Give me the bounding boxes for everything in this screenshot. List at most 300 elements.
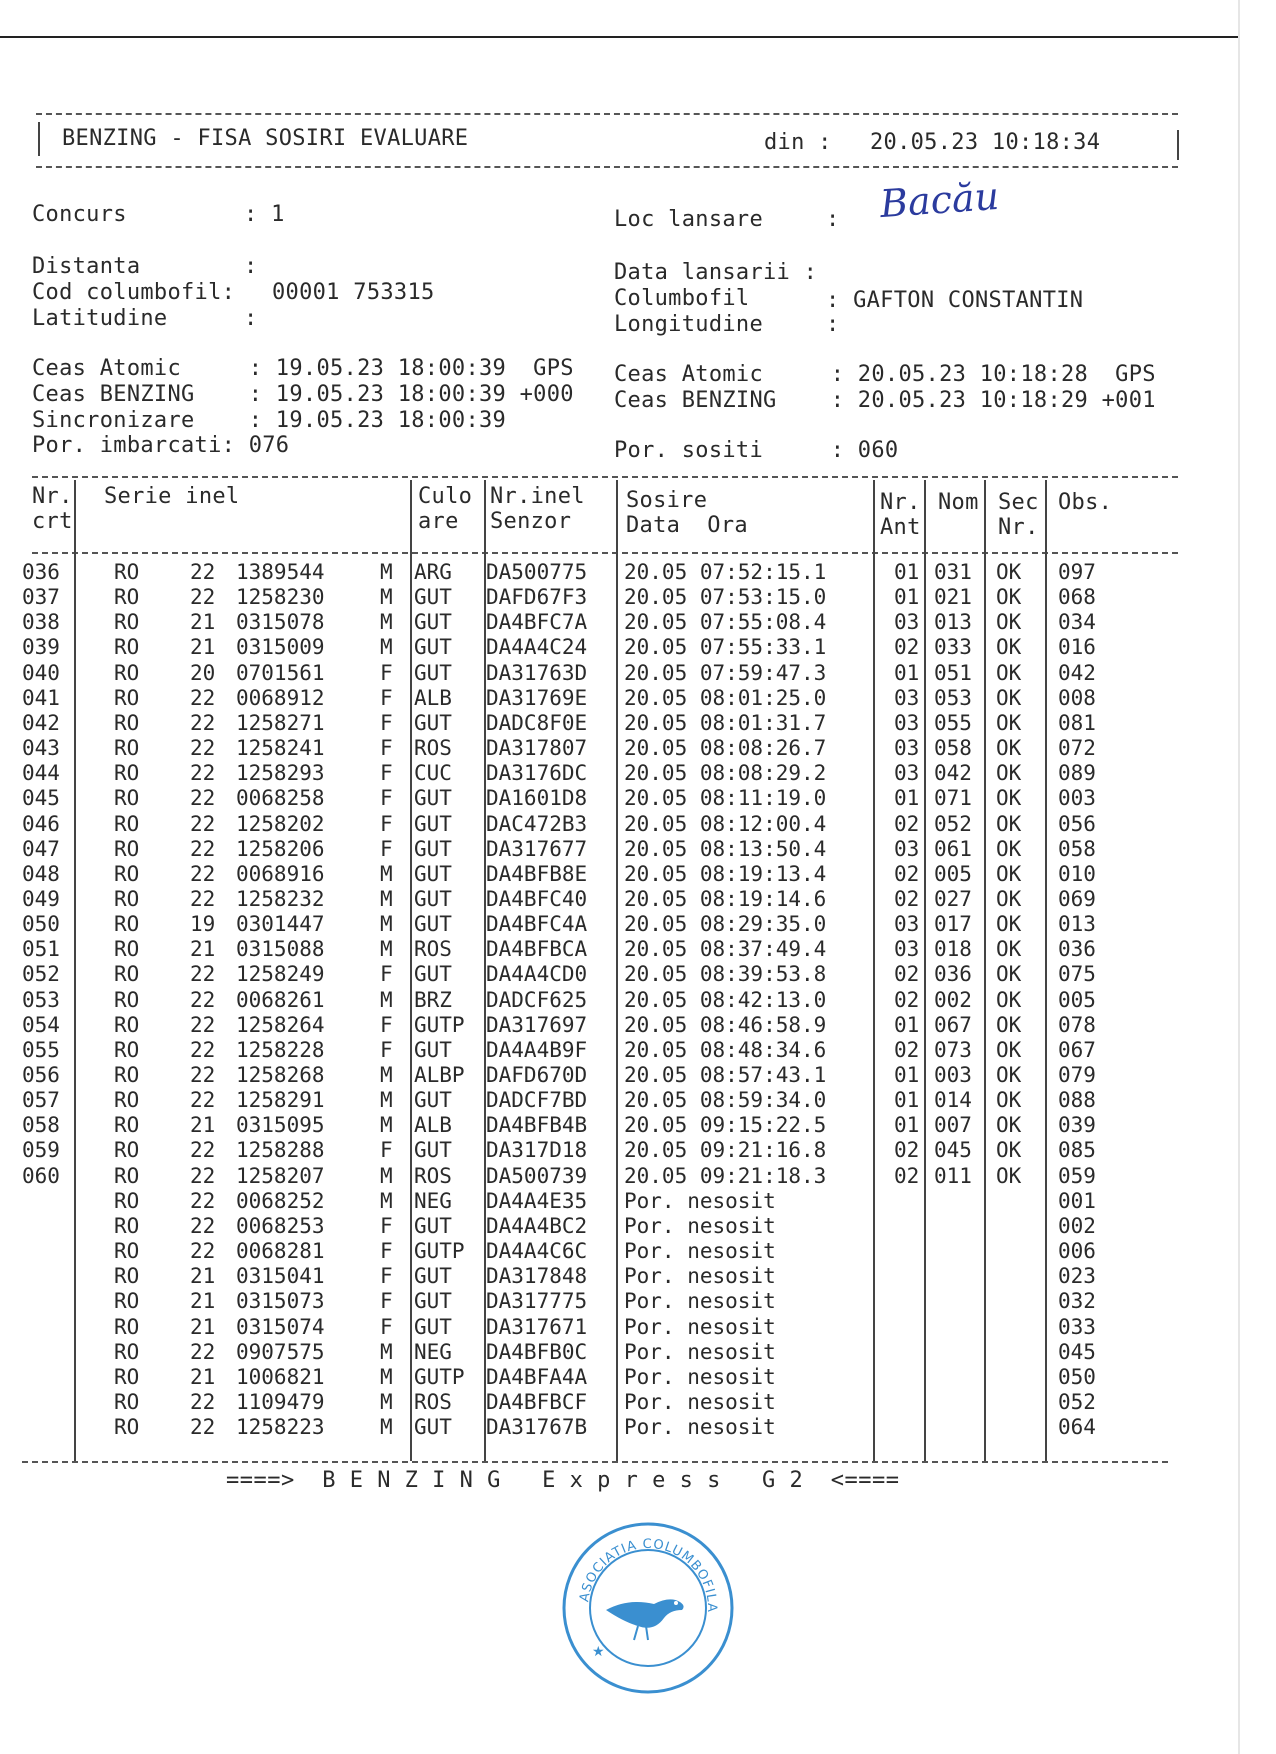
row-year: 22 bbox=[190, 1213, 216, 1238]
row-year: 21 bbox=[190, 635, 216, 660]
row-obs: 032 bbox=[1058, 1289, 1096, 1314]
row-sex: M bbox=[380, 1389, 393, 1414]
row-year: 22 bbox=[190, 1138, 216, 1163]
longitudine-label: Longitudine bbox=[614, 312, 763, 337]
th-obs: Obs. bbox=[1058, 490, 1113, 515]
col-sep-serie bbox=[410, 480, 412, 1461]
row-year: 21 bbox=[190, 937, 216, 962]
row-sex: F bbox=[380, 660, 393, 685]
row-color: GUT bbox=[414, 1138, 452, 1163]
row-country: RO bbox=[114, 685, 140, 710]
row-color: NEG bbox=[414, 1188, 452, 1213]
row-sensor-id: DA317D18 bbox=[486, 1138, 588, 1163]
row-ring-number: 0068252 bbox=[236, 1188, 325, 1213]
row-country: RO bbox=[114, 786, 140, 811]
row-sex: F bbox=[380, 962, 393, 987]
row-antenna: 03 bbox=[894, 736, 920, 761]
row-obs: 002 bbox=[1058, 1213, 1096, 1238]
row-ring-number: 0315041 bbox=[236, 1264, 325, 1289]
th-sec-nr: Sec Nr. bbox=[998, 490, 1039, 540]
row-year: 22 bbox=[190, 1088, 216, 1113]
row-nr-crt: 045 bbox=[22, 786, 60, 811]
row-obs: 036 bbox=[1058, 937, 1096, 962]
row-antenna: 02 bbox=[894, 1138, 920, 1163]
row-country: RO bbox=[114, 1188, 140, 1213]
row-year: 22 bbox=[190, 1415, 216, 1440]
row-sensor-id: DA4BFC40 bbox=[486, 886, 588, 911]
row-color: GUTP bbox=[414, 1239, 465, 1264]
row-country: RO bbox=[114, 1213, 140, 1238]
row-nom: 031 bbox=[934, 560, 972, 584]
row-color: GUTP bbox=[414, 1012, 465, 1037]
row-nr-crt: 037 bbox=[22, 585, 60, 610]
latitudine-label: Latitudine bbox=[32, 306, 168, 331]
row-color: GUT bbox=[414, 710, 452, 735]
row-sensor-id: DA317671 bbox=[486, 1314, 588, 1339]
row-arrival: 20.05 08:08:29.2 bbox=[624, 761, 827, 786]
th-serie-inel: Serie inel bbox=[104, 484, 240, 509]
row-color: ROS bbox=[414, 1163, 452, 1188]
page-top-rule bbox=[0, 36, 1240, 38]
row-nom: 045 bbox=[934, 1138, 972, 1163]
row-antenna: 03 bbox=[894, 761, 920, 786]
page-right-edge bbox=[1238, 0, 1240, 1754]
row-color: ROS bbox=[414, 937, 452, 962]
row-color: ALB bbox=[414, 685, 452, 710]
row-antenna: 01 bbox=[894, 786, 920, 811]
row-year: 22 bbox=[190, 1063, 216, 1087]
row-arrival: 20.05 08:19:13.4 bbox=[624, 861, 827, 886]
row-sex: M bbox=[380, 1188, 393, 1213]
row-nom: 042 bbox=[934, 761, 972, 786]
row-country: RO bbox=[114, 610, 140, 635]
row-sex: M bbox=[380, 1364, 393, 1389]
row-nr-crt: 039 bbox=[22, 635, 60, 660]
row-year: 22 bbox=[190, 1012, 216, 1037]
row-sensor-id: DA4BFB4B bbox=[486, 1113, 588, 1138]
row-sex: M bbox=[380, 1339, 393, 1364]
row-obs: 006 bbox=[1058, 1239, 1096, 1264]
row-year: 22 bbox=[190, 1339, 216, 1364]
row-year: 22 bbox=[190, 861, 216, 886]
row-nr-crt: 046 bbox=[22, 811, 60, 836]
row-color: GUT bbox=[414, 912, 452, 937]
row-arrival: 20.05 07:53:15.0 bbox=[624, 585, 827, 610]
row-ring-number: 0068912 bbox=[236, 685, 325, 710]
row-nom: 018 bbox=[934, 937, 972, 962]
row-country: RO bbox=[114, 861, 140, 886]
ceas-benzing-end: Ceas BENZING : 20.05.23 10:18:29 +001 bbox=[614, 388, 1156, 413]
row-arrival: Por. nesosit bbox=[624, 1188, 776, 1213]
row-antenna: 01 bbox=[894, 560, 920, 584]
columbofil-label: Columbofil bbox=[614, 286, 750, 311]
row-nr-crt: 043 bbox=[22, 736, 60, 761]
row-obs: 034 bbox=[1058, 610, 1096, 635]
row-obs: 001 bbox=[1058, 1188, 1096, 1213]
table-bottom-rule bbox=[22, 1461, 1168, 1463]
row-ring-number: 1258264 bbox=[236, 1012, 325, 1037]
row-year: 22 bbox=[190, 1163, 216, 1188]
row-sec: OK bbox=[996, 1163, 1022, 1188]
row-ring-number: 0068253 bbox=[236, 1213, 325, 1238]
row-country: RO bbox=[114, 1012, 140, 1037]
row-arrival: Por. nesosit bbox=[624, 1415, 776, 1440]
row-color: GUT bbox=[414, 660, 452, 685]
col-sep-nom bbox=[984, 480, 986, 1461]
th-nom: Nom bbox=[938, 490, 979, 515]
row-sec: OK bbox=[996, 937, 1022, 962]
th-sosire: Sosire Data Ora bbox=[626, 488, 748, 538]
row-ring-number: 0315078 bbox=[236, 610, 325, 635]
row-nom: 027 bbox=[934, 886, 972, 911]
pigeon-icon bbox=[606, 1599, 684, 1640]
row-sex: M bbox=[380, 610, 393, 635]
row-obs: 085 bbox=[1058, 1138, 1096, 1163]
row-sensor-id: DA4BFBCA bbox=[486, 937, 588, 962]
latitudine-sep: : bbox=[244, 306, 258, 331]
row-sec: OK bbox=[996, 1113, 1022, 1138]
row-arrival: Por. nesosit bbox=[624, 1364, 776, 1389]
row-color: ALBP bbox=[414, 1063, 465, 1087]
row-ring-number: 0315095 bbox=[236, 1113, 325, 1138]
row-color: GUTP bbox=[414, 1364, 465, 1389]
row-arrival: 20.05 08:42:13.0 bbox=[624, 987, 827, 1012]
row-sensor-id: DA4A4B9F bbox=[486, 1037, 588, 1062]
row-year: 19 bbox=[190, 912, 216, 937]
row-ring-number: 1258288 bbox=[236, 1138, 325, 1163]
row-sex: F bbox=[380, 1264, 393, 1289]
row-sec: OK bbox=[996, 912, 1022, 937]
row-nr-crt: 051 bbox=[22, 937, 60, 962]
row-country: RO bbox=[114, 987, 140, 1012]
row-arrival: Por. nesosit bbox=[624, 1264, 776, 1289]
ceas-benzing-start: Ceas BENZING : 19.05.23 18:00:39 +000 bbox=[32, 382, 574, 407]
row-obs: 068 bbox=[1058, 585, 1096, 610]
row-color: GUT bbox=[414, 1415, 452, 1440]
table-top-rule bbox=[32, 476, 1178, 478]
row-sensor-id: DA4BFB8E bbox=[486, 861, 588, 886]
row-nr-crt: 049 bbox=[22, 886, 60, 911]
row-sec: OK bbox=[996, 786, 1022, 811]
concurs-label: Concurs bbox=[32, 202, 127, 227]
loc-lansare-handwritten: Bacău bbox=[878, 173, 1001, 227]
row-obs: 033 bbox=[1058, 1314, 1096, 1339]
header-top-rule bbox=[36, 113, 1178, 115]
row-sex: M bbox=[380, 1088, 393, 1113]
row-sensor-id: DA317697 bbox=[486, 1012, 588, 1037]
row-nom: 014 bbox=[934, 1088, 972, 1113]
row-ring-number: 1258230 bbox=[236, 585, 325, 610]
th-nr-crt: Nr. crt bbox=[32, 484, 73, 534]
row-year: 22 bbox=[190, 786, 216, 811]
row-nr-crt: 040 bbox=[22, 660, 60, 685]
row-antenna: 03 bbox=[894, 710, 920, 735]
row-sensor-id: DAC472B3 bbox=[486, 811, 588, 836]
row-arrival: 20.05 08:01:25.0 bbox=[624, 685, 827, 710]
row-nom: 055 bbox=[934, 710, 972, 735]
row-sec: OK bbox=[996, 1063, 1022, 1087]
row-obs: 058 bbox=[1058, 836, 1096, 861]
row-nom: 067 bbox=[934, 1012, 972, 1037]
row-sex: F bbox=[380, 1213, 393, 1238]
row-color: GUT bbox=[414, 1264, 452, 1289]
row-year: 22 bbox=[190, 585, 216, 610]
row-country: RO bbox=[114, 560, 140, 584]
row-sex: M bbox=[380, 1163, 393, 1188]
row-sex: M bbox=[380, 912, 393, 937]
row-year: 20 bbox=[190, 660, 216, 685]
row-nr-crt: 048 bbox=[22, 861, 60, 886]
row-color: GUT bbox=[414, 635, 452, 660]
row-sensor-id: DAFD67F3 bbox=[486, 585, 588, 610]
loc-lansare-sep: : bbox=[826, 207, 840, 232]
row-nr-crt: 059 bbox=[22, 1138, 60, 1163]
row-sex: F bbox=[380, 1037, 393, 1062]
row-sensor-id: DA4A4BC2 bbox=[486, 1213, 588, 1238]
row-ring-number: 1109479 bbox=[236, 1389, 325, 1414]
th-culoare: Culo are bbox=[418, 484, 473, 534]
row-nom: 053 bbox=[934, 685, 972, 710]
row-sensor-id: DA4A4CD0 bbox=[486, 962, 588, 987]
row-ring-number: 1258249 bbox=[236, 962, 325, 987]
row-arrival: Por. nesosit bbox=[624, 1213, 776, 1238]
row-nom: 071 bbox=[934, 786, 972, 811]
row-sensor-id: DAFD670D bbox=[486, 1063, 588, 1087]
row-obs: 052 bbox=[1058, 1389, 1096, 1414]
ceas-atomic-end: Ceas Atomic : 20.05.23 10:18:28 GPS bbox=[614, 362, 1156, 387]
row-color: GUT bbox=[414, 1213, 452, 1238]
col-sep-nr bbox=[74, 480, 76, 1461]
row-year: 22 bbox=[190, 1389, 216, 1414]
row-nom: 033 bbox=[934, 635, 972, 660]
row-country: RO bbox=[114, 1339, 140, 1364]
row-sensor-id: DA4BFA4A bbox=[486, 1364, 588, 1389]
row-sensor-id: DA4BFC7A bbox=[486, 610, 588, 635]
row-color: GUT bbox=[414, 886, 452, 911]
row-sensor-id: DA317677 bbox=[486, 836, 588, 861]
columbofil-value: : GAFTON CONSTANTIN bbox=[826, 288, 1084, 313]
row-arrival: 20.05 07:55:08.4 bbox=[624, 610, 827, 635]
row-country: RO bbox=[114, 836, 140, 861]
row-nr-crt: 047 bbox=[22, 836, 60, 861]
row-sensor-id: DA1601D8 bbox=[486, 786, 588, 811]
row-color: ROS bbox=[414, 736, 452, 761]
row-sex: F bbox=[380, 836, 393, 861]
row-color: GUT bbox=[414, 585, 452, 610]
row-nr-crt: 057 bbox=[22, 1088, 60, 1113]
row-color: GUT bbox=[414, 786, 452, 811]
row-ring-number: 1258206 bbox=[236, 836, 325, 861]
row-arrival: 20.05 08:29:35.0 bbox=[624, 912, 827, 937]
row-arrival: 20.05 08:46:58.9 bbox=[624, 1012, 827, 1037]
row-obs: 050 bbox=[1058, 1364, 1096, 1389]
row-obs: 016 bbox=[1058, 635, 1096, 660]
row-sensor-id: DA4A4C6C bbox=[486, 1239, 588, 1264]
row-sex: M bbox=[380, 1113, 393, 1138]
row-country: RO bbox=[114, 660, 140, 685]
row-ring-number: 0315009 bbox=[236, 635, 325, 660]
row-ring-number: 1258291 bbox=[236, 1088, 325, 1113]
row-sex: M bbox=[380, 861, 393, 886]
row-ring-number: 0301447 bbox=[236, 912, 325, 937]
row-obs: 003 bbox=[1058, 786, 1096, 811]
longitudine-sep: : bbox=[826, 312, 840, 337]
row-antenna: 01 bbox=[894, 1063, 920, 1087]
row-nr-crt: 054 bbox=[22, 1012, 60, 1037]
row-antenna: 01 bbox=[894, 1113, 920, 1138]
row-color: NEG bbox=[414, 1339, 452, 1364]
porumbei-sositi: Por. sositi : 060 bbox=[614, 438, 899, 463]
col-sep-senzor bbox=[616, 480, 618, 1461]
row-country: RO bbox=[114, 736, 140, 761]
row-arrival: 20.05 09:21:18.3 bbox=[624, 1163, 827, 1188]
row-ring-number: 0315074 bbox=[236, 1314, 325, 1339]
row-ring-number: 1258207 bbox=[236, 1163, 325, 1188]
row-color: GUT bbox=[414, 1088, 452, 1113]
header-left-border bbox=[38, 122, 40, 156]
row-sensor-id: DA4BFB0C bbox=[486, 1339, 588, 1364]
row-antenna: 03 bbox=[894, 937, 920, 962]
row-sensor-id: DA500739 bbox=[486, 1163, 588, 1188]
row-sensor-id: DA4BFBCF bbox=[486, 1389, 588, 1414]
concurs-value: : 1 bbox=[244, 202, 285, 227]
row-arrival: 20.05 07:52:15.1 bbox=[624, 560, 827, 584]
row-nom: 036 bbox=[934, 962, 972, 987]
row-ring-number: 1258293 bbox=[236, 761, 325, 786]
row-sex: F bbox=[380, 1239, 393, 1264]
row-arrival: Por. nesosit bbox=[624, 1314, 776, 1339]
row-arrival: 20.05 08:59:34.0 bbox=[624, 1088, 827, 1113]
row-nom: 051 bbox=[934, 660, 972, 685]
row-sex: F bbox=[380, 786, 393, 811]
row-ring-number: 1006821 bbox=[236, 1364, 325, 1389]
row-ring-number: 1258241 bbox=[236, 736, 325, 761]
header-din-label: din : bbox=[764, 130, 832, 155]
row-sec: OK bbox=[996, 685, 1022, 710]
ceas-atomic-start: Ceas Atomic : 19.05.23 18:00:39 GPS bbox=[32, 356, 574, 381]
row-sex: M bbox=[380, 987, 393, 1012]
row-obs: 059 bbox=[1058, 1163, 1096, 1188]
document-title: BENZING - FISA SOSIRI EVALUARE bbox=[62, 126, 469, 151]
row-nr-crt: 041 bbox=[22, 685, 60, 710]
row-sex: M bbox=[380, 560, 393, 584]
row-country: RO bbox=[114, 761, 140, 786]
row-obs: 069 bbox=[1058, 886, 1096, 911]
distanta-label: Distanta bbox=[32, 254, 141, 279]
row-country: RO bbox=[114, 1088, 140, 1113]
row-year: 22 bbox=[190, 1037, 216, 1062]
row-country: RO bbox=[114, 1113, 140, 1138]
row-sex: M bbox=[380, 886, 393, 911]
row-arrival: Por. nesosit bbox=[624, 1239, 776, 1264]
row-nom: 002 bbox=[934, 987, 972, 1012]
row-country: RO bbox=[114, 1364, 140, 1389]
row-ring-number: 0907575 bbox=[236, 1339, 325, 1364]
row-sex: F bbox=[380, 1289, 393, 1314]
row-antenna: 01 bbox=[894, 1088, 920, 1113]
th-nr-inel-senzor: Nr.inel Senzor bbox=[490, 484, 585, 534]
row-year: 22 bbox=[190, 710, 216, 735]
col-sep-ant bbox=[924, 480, 926, 1461]
row-year: 22 bbox=[190, 736, 216, 761]
row-arrival: 20.05 08:37:49.4 bbox=[624, 937, 827, 962]
row-antenna: 03 bbox=[894, 685, 920, 710]
row-arrival: Por. nesosit bbox=[624, 1339, 776, 1364]
row-obs: 097 bbox=[1058, 560, 1096, 584]
row-country: RO bbox=[114, 1063, 140, 1087]
col-sep-sosire bbox=[873, 480, 875, 1461]
row-sec: OK bbox=[996, 1138, 1022, 1163]
row-sec: OK bbox=[996, 836, 1022, 861]
row-sex: M bbox=[380, 937, 393, 962]
row-country: RO bbox=[114, 886, 140, 911]
row-arrival: 20.05 08:08:26.7 bbox=[624, 736, 827, 761]
row-sec: OK bbox=[996, 886, 1022, 911]
row-nr-crt: 038 bbox=[22, 610, 60, 635]
row-sensor-id: DA317848 bbox=[486, 1264, 588, 1289]
row-sec: OK bbox=[996, 1012, 1022, 1037]
row-antenna: 02 bbox=[894, 861, 920, 886]
header-right-border bbox=[1177, 130, 1179, 160]
row-sec: OK bbox=[996, 660, 1022, 685]
row-country: RO bbox=[114, 710, 140, 735]
row-antenna: 01 bbox=[894, 660, 920, 685]
row-ring-number: 0315073 bbox=[236, 1289, 325, 1314]
row-arrival: 20.05 07:59:47.3 bbox=[624, 660, 827, 685]
row-year: 22 bbox=[190, 685, 216, 710]
row-sensor-id: DA317775 bbox=[486, 1289, 588, 1314]
row-obs: 008 bbox=[1058, 685, 1096, 710]
row-obs: 067 bbox=[1058, 1037, 1096, 1062]
row-sec: OK bbox=[996, 710, 1022, 735]
row-sec: OK bbox=[996, 635, 1022, 660]
row-sec: OK bbox=[996, 1037, 1022, 1062]
row-nom: 007 bbox=[934, 1113, 972, 1138]
row-sec: OK bbox=[996, 560, 1022, 584]
row-sex: M bbox=[380, 1063, 393, 1087]
row-sensor-id: DA31767B bbox=[486, 1415, 588, 1440]
row-ring-number: 1258223 bbox=[236, 1415, 325, 1440]
row-year: 22 bbox=[190, 761, 216, 786]
row-antenna: 02 bbox=[894, 886, 920, 911]
row-ring-number: 0315088 bbox=[236, 937, 325, 962]
row-country: RO bbox=[114, 1138, 140, 1163]
row-sec: OK bbox=[996, 761, 1022, 786]
row-antenna: 02 bbox=[894, 962, 920, 987]
row-obs: 013 bbox=[1058, 912, 1096, 937]
row-sensor-id: DA317807 bbox=[486, 736, 588, 761]
row-sec: OK bbox=[996, 861, 1022, 886]
row-sex: F bbox=[380, 710, 393, 735]
row-ring-number: 0068261 bbox=[236, 987, 325, 1012]
row-sensor-id: DA4A4E35 bbox=[486, 1188, 588, 1213]
row-country: RO bbox=[114, 1389, 140, 1414]
row-sec: OK bbox=[996, 811, 1022, 836]
row-arrival: 20.05 08:57:43.1 bbox=[624, 1063, 827, 1087]
row-year: 22 bbox=[190, 987, 216, 1012]
row-color: ALB bbox=[414, 1113, 452, 1138]
row-arrival: Por. nesosit bbox=[624, 1389, 776, 1414]
row-country: RO bbox=[114, 811, 140, 836]
row-ring-number: 1258271 bbox=[236, 710, 325, 735]
row-sensor-id: DA3176DC bbox=[486, 761, 588, 786]
row-ring-number: 0068281 bbox=[236, 1239, 325, 1264]
row-sec: OK bbox=[996, 610, 1022, 635]
association-stamp bbox=[558, 1518, 738, 1698]
row-nom: 052 bbox=[934, 811, 972, 836]
row-obs: 088 bbox=[1058, 1088, 1096, 1113]
row-obs: 023 bbox=[1058, 1264, 1096, 1289]
